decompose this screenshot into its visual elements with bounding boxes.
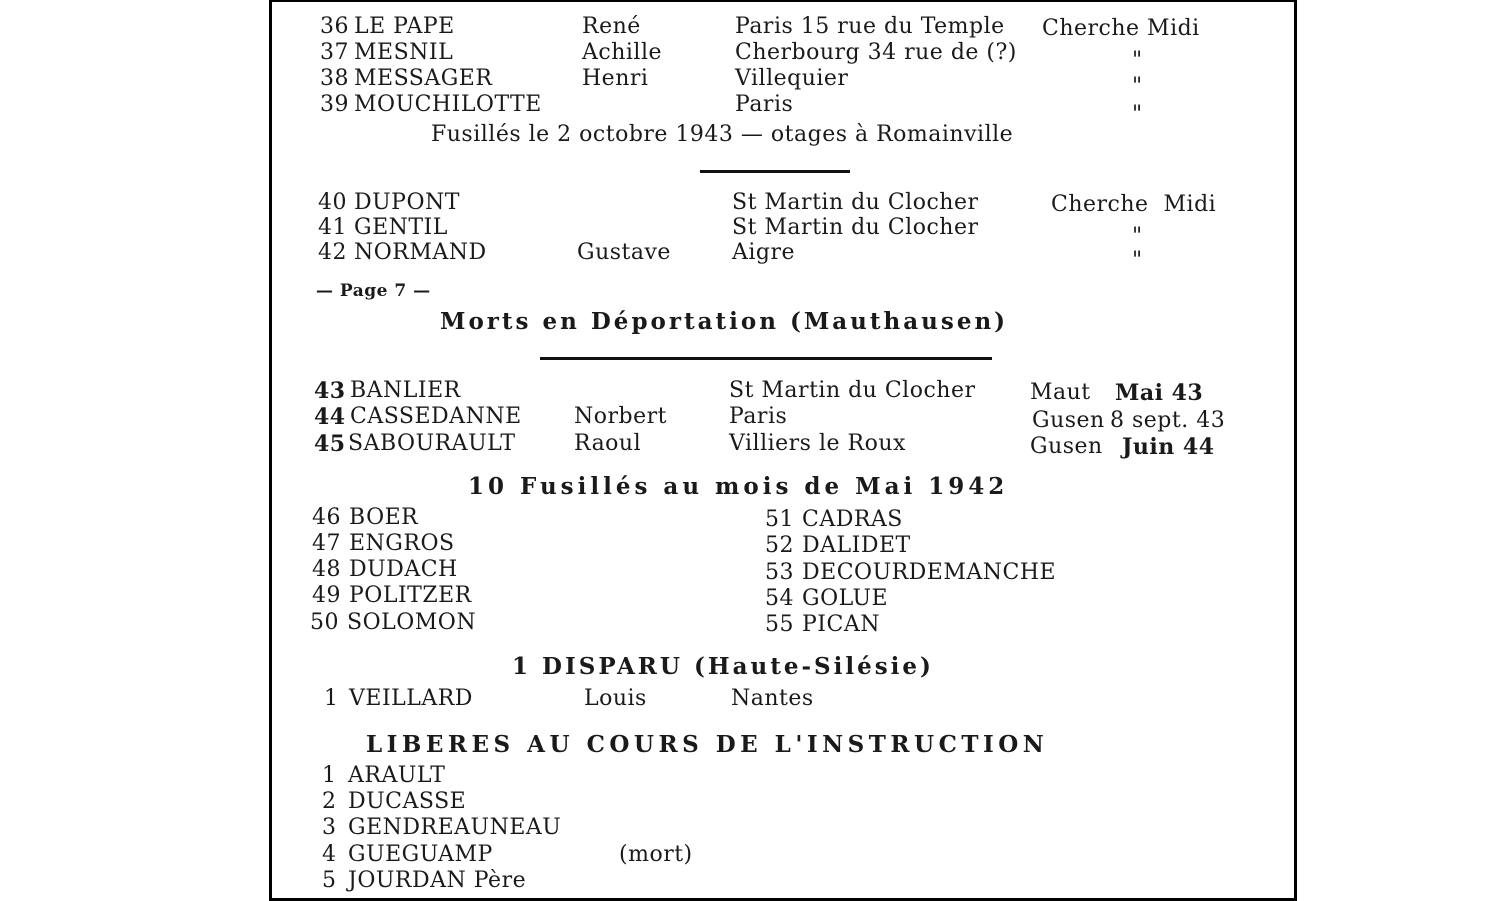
row-num: 55 xyxy=(765,612,794,637)
row-name: ENGROS xyxy=(349,531,455,556)
row-first: Louis xyxy=(584,686,647,711)
row-first: Norbert xyxy=(574,404,667,429)
row-date: 8 sept. 43 xyxy=(1110,408,1226,433)
row-num: 43 xyxy=(314,378,346,404)
row-num: 42 xyxy=(318,240,347,265)
section-heading: 10 Fusillés au mois de Mai 1942 xyxy=(468,473,1009,500)
row-num: 53 xyxy=(765,560,794,585)
row-name: ARAULT xyxy=(348,763,446,788)
section-caption: Fusillés le 2 octobre 1943 — otages à Romainville xyxy=(431,122,1014,147)
row-place: St Martin du Clocher xyxy=(732,190,979,215)
row-prison: " xyxy=(1132,248,1143,273)
row-num: 40 xyxy=(318,190,347,215)
row-name: LE PAPE xyxy=(354,14,455,39)
row-name: DALIDET xyxy=(802,533,911,558)
row-num: 2 xyxy=(322,789,337,814)
row-num: 39 xyxy=(320,92,349,117)
row-place: Paris xyxy=(735,92,794,117)
row-name: GENDREAUNEAU xyxy=(348,815,562,840)
row-name: GOLUE xyxy=(802,586,889,611)
row-camp: Gusen xyxy=(1032,408,1105,433)
row-num: 36 xyxy=(320,14,349,39)
row-name: BOER xyxy=(349,505,419,530)
row-date: Juin 44 xyxy=(1122,434,1215,460)
row-place: Cherbourg 34 rue de (?) xyxy=(735,40,1017,65)
row-name: PICAN xyxy=(802,612,880,637)
row-prison: Cherche Midi xyxy=(1051,192,1217,217)
row-prison: Cherche Midi xyxy=(1042,16,1200,41)
row-name: GENTIL xyxy=(354,215,448,240)
row-num: 46 xyxy=(312,505,341,530)
divider-rule xyxy=(540,357,992,360)
row-place: Paris 15 rue du Temple xyxy=(735,14,1005,39)
divider-rule xyxy=(700,170,850,173)
row-num: 44 xyxy=(314,404,346,430)
row-name: VEILLARD xyxy=(349,686,473,711)
row-first: Gustave xyxy=(577,240,671,265)
section-heading: LIBERES AU COURS DE L'INSTRUCTION xyxy=(366,731,1049,758)
row-name: JOURDAN Père xyxy=(348,868,527,893)
row-prison: " xyxy=(1132,74,1143,99)
row-name: MESSAGER xyxy=(354,66,493,91)
row-num: 5 xyxy=(322,868,337,893)
row-num: 38 xyxy=(320,66,349,91)
page-marker: — Page 7 — xyxy=(316,281,431,301)
row-prison: " xyxy=(1132,48,1143,73)
row-first: Henri xyxy=(582,66,649,91)
row-name: SABOURAULT xyxy=(348,431,516,456)
section-heading: Morts en Déportation (Mauthausen) xyxy=(440,308,1009,335)
row-num: 47 xyxy=(312,531,341,556)
row-name: DUDACH xyxy=(349,557,458,582)
row-name: DUCASSE xyxy=(348,789,467,814)
row-name: CASSEDANNE xyxy=(350,404,522,429)
row-num: 1 xyxy=(322,763,337,788)
row-name: BANLIER xyxy=(350,378,461,403)
row-name: CADRAS xyxy=(802,507,903,532)
row-place: St Martin du Clocher xyxy=(729,378,976,403)
row-date: Mai 43 xyxy=(1115,380,1204,406)
row-first: Raoul xyxy=(574,431,642,456)
row-name: SOLOMON xyxy=(347,610,477,635)
row-name: MOUCHILOTTE xyxy=(354,92,542,117)
row-num: 50 xyxy=(310,610,339,635)
row-note: (mort) xyxy=(619,842,693,867)
row-name: MESNIL xyxy=(354,40,454,65)
row-place: Paris xyxy=(729,404,788,429)
row-num: 3 xyxy=(322,815,337,840)
row-camp: Maut xyxy=(1030,380,1091,405)
row-num: 1 xyxy=(324,686,339,711)
row-num: 41 xyxy=(318,215,347,240)
row-name: DUPONT xyxy=(354,190,460,215)
row-num: 37 xyxy=(320,40,349,65)
row-place: Aigre xyxy=(732,240,796,265)
row-prison: " xyxy=(1132,224,1143,249)
row-prison: " xyxy=(1132,102,1143,127)
row-name: NORMAND xyxy=(354,240,487,265)
row-place: Villequier xyxy=(735,66,849,91)
row-num: 48 xyxy=(312,557,341,582)
row-num: 45 xyxy=(314,431,346,457)
row-place: St Martin du Clocher xyxy=(732,215,979,240)
row-name: POLITZER xyxy=(349,583,472,608)
row-camp: Gusen xyxy=(1030,434,1103,459)
row-place: Villiers le Roux xyxy=(729,431,906,456)
row-place: Nantes xyxy=(731,686,814,711)
row-num: 4 xyxy=(322,842,337,867)
row-name: DECOURDEMANCHE xyxy=(802,560,1057,585)
row-num: 52 xyxy=(765,533,794,558)
row-num: 54 xyxy=(765,586,794,611)
row-name: GUEGUAMP xyxy=(348,842,493,867)
row-num: 49 xyxy=(312,583,341,608)
section-heading: 1 DISPARU (Haute-Silésie) xyxy=(512,653,934,680)
row-num: 51 xyxy=(765,507,794,532)
scanned-page xyxy=(269,0,1297,901)
row-first: René xyxy=(582,14,641,39)
row-first: Achille xyxy=(582,40,663,65)
